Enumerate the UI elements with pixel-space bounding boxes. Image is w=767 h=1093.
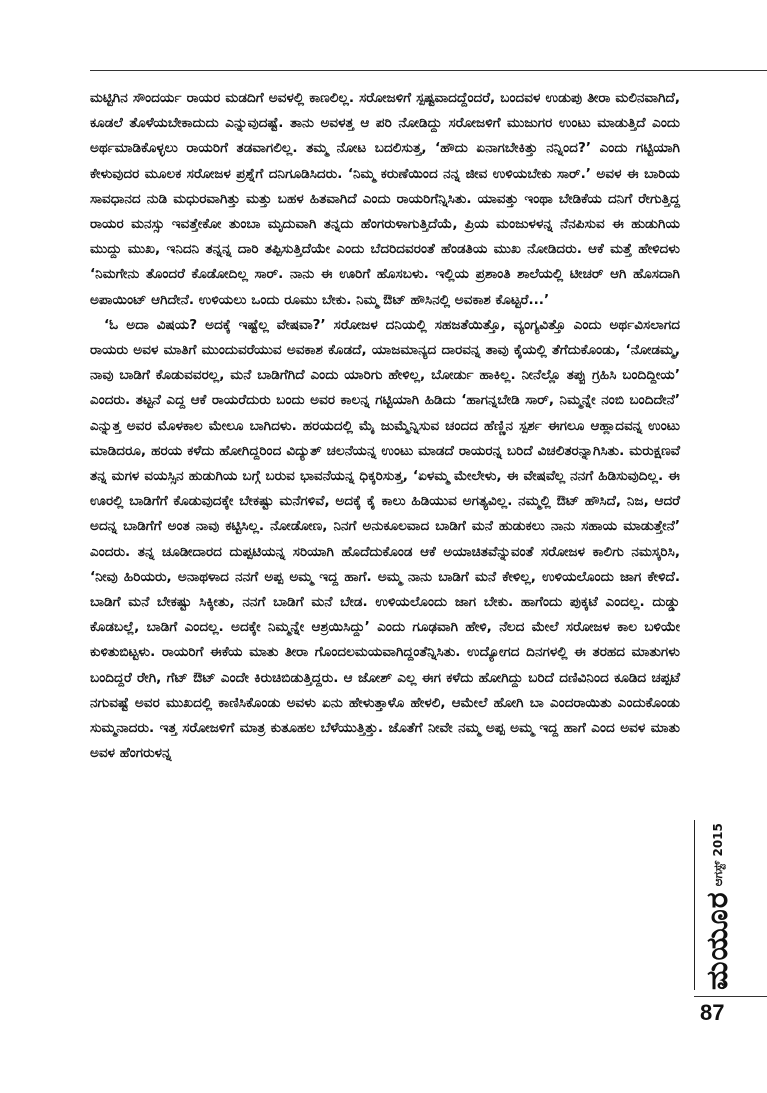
magazine-side-strip xyxy=(694,820,764,990)
article-paragraph-1: ಮಟ್ಟಿಗಿನ ಸೌಂದರ್ಯ ರಾಯರ ಮಡದಿಗೆ ಅವಳಲ್ಲಿ ಕಾಣಲಿಲ್ಲ. ಸರೋಜಳಿಗೆ ಸ್ಪಷ್ಟವಾದದ್ದೆಂದರೆ, ಬಂದವಳ ಉಡುಪು ತೀರಾ ಮಲಿನವಾಗಿದೆ, ಕೂಡಲೆ ತೊಳೆಯಬೇಕಾದುದು ಎನ್ನುವುದಷ್ಟೆ. ತಾನು ಅವಳತ್ತ ಆ ಪರಿ ನೋಡಿದ್ದು ಸರೋಜಳಿಗೆ ಮುಜುಗರ ಉಂಟು ಮಾಡುತ್ತಿದೆ ಎಂದು ಅರ್ಥಮಾಡಿಕೊಳ್ಳಲು ರಾಯರಿಗೆ ತಡವಾಗಲಿಲ್ಲ. ತಮ್ಮ ನೋಟ ಬದಲಿಸುತ್ತ, ‘ಹೌದು ಏನಾಗಬೇಕಿತ್ತು ನನ್ನಿಂದ?’ ಎಂದು ಗಟ್ಟಿಯಾಗಿ ಕೇಳುವುದರ ಮೂಲಕ ಸರೋಜಳ ಪ್ರಶ್ನೆಗೆ ದನಿಗೂಡಿಸಿದರು. ‘ನಿಮ್ಮ ಕರುಣೆಯಿಂದ ನನ್ನ ಜೀವ ಉಳಿಯಬೇಕು ಸಾರ್.’ ಅವಳ ಈ ಬಾರಿಯ ಸಾವಧಾನದ ನುಡಿ ಮಧುರವಾಗಿತ್ತು ಮತ್ತು ಬಹಳ ಹಿತವಾಗಿದೆ ಎಂದು ರಾಯರಿಗೆನ್ನಿಸಿತು. ಯಾವತ್ತು ಇಂಥಾ ಬೇಡಿಕೆಯ ದನಿಗೆ ರೇಗುತ್ತಿದ್ದ ರಾಯರ ಮನಸ್ಸು ಇವತ್ತೇಕೋ ತುಂಬಾ ಮೃದುವಾಗಿ ತನ್ನದು ಹೆಂಗರುಳಾಗುತ್ತಿದೆಯೆ, ಪ್ರಿಯ ಮಂಜುಳಳನ್ನ ನೆನಪಿಸುವ ಈ ಹುಡುಗಿಯ ಮುದ್ದು ಮುಖ, ಇನಿದನಿ ತನ್ನನ್ನ ದಾರಿ ತಪ್ಪಿಸುತ್ತಿದೆಯೇ ಎಂದು ಬೆದರಿದವರಂತೆ ಹೆಂಡತಿಯ ಮುಖ ನೋಡಿದರು. ಆಕೆ ಮತ್ತೆ ಹೇಳಿದಳು ‘ನಿಮಗೇನು ತೊಂದರೆ ಕೊಡೋದಿಲ್ಲ ಸಾರ್. ನಾನು ಈ ಊರಿಗೆ ಹೊಸಬಳು. ಇಲ್ಲಿಯ ಪ್ರಶಾಂತಿ ಶಾಲೆಯಲ್ಲಿ ಟೀಚರ್ ಆಗಿ ಹೊಸದಾಗಿ ಅಪಾಯಿಂಟ್ ಆಗಿದೇನೆ. ಉಳಿಯಲು ಒಂದು ರೂಮು ಬೇಕು. ನಿಮ್ಮ ಔಟ್ ಹೌಸಿನಲ್ಲಿ ಅವಕಾಶ ಕೊಟ್ಟರೆ...’ xyxy=(90,90,680,308)
magazine-masthead xyxy=(700,820,760,990)
page-number-rule xyxy=(694,996,767,997)
article-body xyxy=(90,86,680,1086)
article-paragraph-2: ‘ಓ ಅದಾ ವಿಷಯ? ಅದಕ್ಕೆ ಇಷ್ಟೆಲ್ಲ ವೇಷವಾ?’ ಸರೋಜಳ ದನಿಯಲ್ಲಿ ಸಹಜತೆಯಿತ್ತೊ, ವ್ಯಂಗ್ಯವಿತ್ತೊ ಎಂದು ಅರ್ಥವಿಸಲಾಗದ ರಾಯರು ಅವಳ ಮಾತಿಗೆ ಮುಂದುವರೆಯುವ ಅವಕಾಶ ಕೊಡದೆ, ಯಾಜಮಾನ್ಯದ ದಾರವನ್ನ ತಾವು ಕೈಯಲ್ಲಿ ತೆಗೆದುಕೊಂಡು, ‘ನೋಡಮ್ಮ, ನಾವು ಬಾಡಿಗೆ ಕೊಡುವವರಲ್ಲ, ಮನೆ ಬಾಡಿಗೆಗಿದೆ ಎಂದು ಯಾರಿಗು ಹೇಳಿಲ್ಲ, ಬೋರ್ಡು ಹಾಕಿಲ್ಲ. ನೀನೆಲ್ಲೊ ತಪ್ಪು ಗ್ರಹಿಸಿ ಬಂದಿದ್ದೀಯ’ ಎಂದರು. ತಟ್ಟನೆ ಎದ್ದ ಆಕೆ ರಾಯರೆದುರು ಬಂದು ಅವರ ಕಾಲನ್ನ ಗಟ್ಟಿಯಾಗಿ ಹಿಡಿದು ‘ಹಾಗನ್ನಬೇಡಿ ಸಾರ್, ನಿಮ್ಮನ್ನೇ ನಂಬಿ ಬಂದಿದೇನೆ’ ಎನ್ನುತ್ತ ಅವರ ಮೊಳಕಾಲ ಮೇಲೂ ಬಾಗಿದಳು. ಹರಯದಲ್ಲಿ ಮೈ ಜುಮ್ಮೆನ್ನಿಸುವ ಚಂದದ ಹೆಣ್ಣಿನ ಸ್ಪರ್ಶ ಈಗಲೂ ಆಹ್ಲಾದವನ್ನ ಉಂಟು ಮಾಡಿದರೂ, ಹರಯ ಕಳೆದು ಹೋಗಿದ್ದರಿಂದ ವಿದ್ಯುತ್ ಚಲನೆಯನ್ನ ಉಂಟು ಮಾಡದೆ ರಾಯರನ್ನ ಬರಿದೆ ವಿಚಲಿತರನ್ನಾಗಿಸಿತು. ಮರುಕ್ಷಣವೆ ತನ್ನ ಮಗಳ ವಯಸ್ಸಿನ ಹುಡುಗಿಯ ಬಗ್ಗೆ ಬರುವ ಭಾವನೆಯನ್ನ ಧಿಕ್ಕರಿಸುತ್ತ, ‘ಏಳಮ್ಮ ಮೇಲೇಳು, ಈ ವೇಷವೆಲ್ಲ ನನಗೆ ಹಿಡಿಸುವುದಿಲ್ಲ. ಈ ಊರಲ್ಲಿ ಬಾಡಿಗೆಗೆ ಕೊಡುವುದಕ್ಕೇ ಬೇಕಷ್ಟು ಮನೆಗಳಿವೆ, ಅದಕ್ಕೆ ಕೈ ಕಾಲು ಹಿಡಿಯುವ ಅಗತ್ಯವಿಲ್ಲ. ನಮ್ಮಲ್ಲಿ ಔಟ್ ಹೌಸಿದೆ, ನಿಜ, ಆದರೆ ಅದನ್ನ ಬಾಡಿಗೆಗೆ ಅಂತ ನಾವು ಕಟ್ಟಿಸಿಲ್ಲ. ನೋಡೋಣ, ನಿನಗೆ ಅನುಕೂಲವಾದ ಬಾಡಿಗೆ ಮನೆ ಹುಡುಕಲು ನಾನು ಸಹಾಯ ಮಾಡುತ್ತೇನೆ’ ಎಂದರು. ತನ್ನ ಚೂಡೀದಾರದ ದುಪ್ಪಟಿಯನ್ನ ಸರಿಯಾಗಿ ಹೊದೆದುಕೊಂಡ ಆಕೆ ಅಯಾಚಿತವೆನ್ನುವಂತೆ ಸರೋಜಳ ಕಾಲಿಗು ನಮಸ್ಕರಿಸಿ, ‘ನೀವು ಹಿರಿಯರು, ಅನಾಥಳಾದ ನನಗೆ ಅಪ್ಪ ಅಮ್ಮ ಇದ್ದ ಹಾಗೆ. ಅಮ್ಮ ನಾನು ಬಾಡಿಗೆ ಮನೆ ಕೇಳಿಲ್ಲ, ಉಳಿಯಲೊಂದು ಜಾಗ ಕೇಳಿದೆ. ಬಾಡಿಗೆ ಮನೆ ಬೇಕಷ್ಟು ಸಿಕ್ಕೀತು, ನನಗೆ ಬಾಡಿಗೆ ಮನೆ ಬೇಡ. ಉಳಿಯಲೊಂದು ಜಾಗ ಬೇಕು. ಹಾಗೆಂದು ಪುಕ್ಕಟೆ ಎಂದಲ್ಲ. ದುಡ್ಡು ಕೊಡಬಲ್ಲೆ, ಬಾಡಿಗೆ ಎಂದಲ್ಲ. ಅದಕ್ಕೇ ನಿಮ್ಮನ್ನೇ ಆಶ್ರಯಿಸಿದ್ದು’ ಎಂದು ಗೂಢವಾಗಿ ಹೇಳಿ, ನೆಲದ ಮೇಲೆ ಸರೋಜಳ ಕಾಲ ಬಳಿಯೇ ಕುಳಿತುಬಿಟ್ಟಳು. ರಾಯರಿಗೆ ಈಕೆಯ ಮಾತು ತೀರಾ ಗೊಂದಲಮಯವಾಗಿದ್ದಂತೆನ್ನಿಸಿತು. ಉದ್ಯೋಗದ ದಿನಗಳಲ್ಲಿ ಈ ತರಹದ ಮಾತುಗಳು ಬಂದಿದ್ದರೆ ರೇಗಿ, ಗೆಟ್ ಔಟ್ ಎಂದೇ ಕಿರುಚಿಬಿಡುತ್ತಿದ್ದರು. ಆ ಜೋಶ್ ಎಲ್ಲ ಈಗ ಕಳೆದು ಹೋಗಿದ್ದು ಬರಿದೆ ದಣಿವಿನಿಂದ ಕೂಡಿದ ಚಪ್ಪಟೆ ನಗುವಷ್ಟೆ ಅವರ ಮುಖದಲ್ಲಿ ಕಾಣಿಸಿಕೊಂಡು ಅವಳು ಏನು ಹೇಳುತ್ತಾಳೊ ಹೇಳಲಿ, ಆಮೇಲೆ ಹೋಗಿ ಬಾ ಎಂದರಾಯಿತು ಎಂದುಕೊಂಡು ಸುಮ್ಮನಾದರು. ಇತ್ತ ಸರೋಜಳಿಗೆ ಮಾತ್ರ ಕುತೂಹಲ ಬೆಳೆಯುತ್ತಿತ್ತು. ಜೊತೆಗೆ ನೀವೇ ನಮ್ಮ ಅಪ್ಪ ಅಮ್ಮ ಇದ್ದ ಹಾಗೆ ಎಂದ ಅವಳ ಮಾತು ಅವಳ ಹೆಂಗರುಳನ್ನ xyxy=(90,316,680,762)
issue-date: ಆಗಸ್ಟ್ 2015 xyxy=(711,823,725,887)
side-divider xyxy=(694,820,695,990)
page-number: 87 xyxy=(700,1000,725,1025)
top-rule xyxy=(90,70,767,71)
magazine-name: ಮಯೂರ xyxy=(700,891,735,990)
